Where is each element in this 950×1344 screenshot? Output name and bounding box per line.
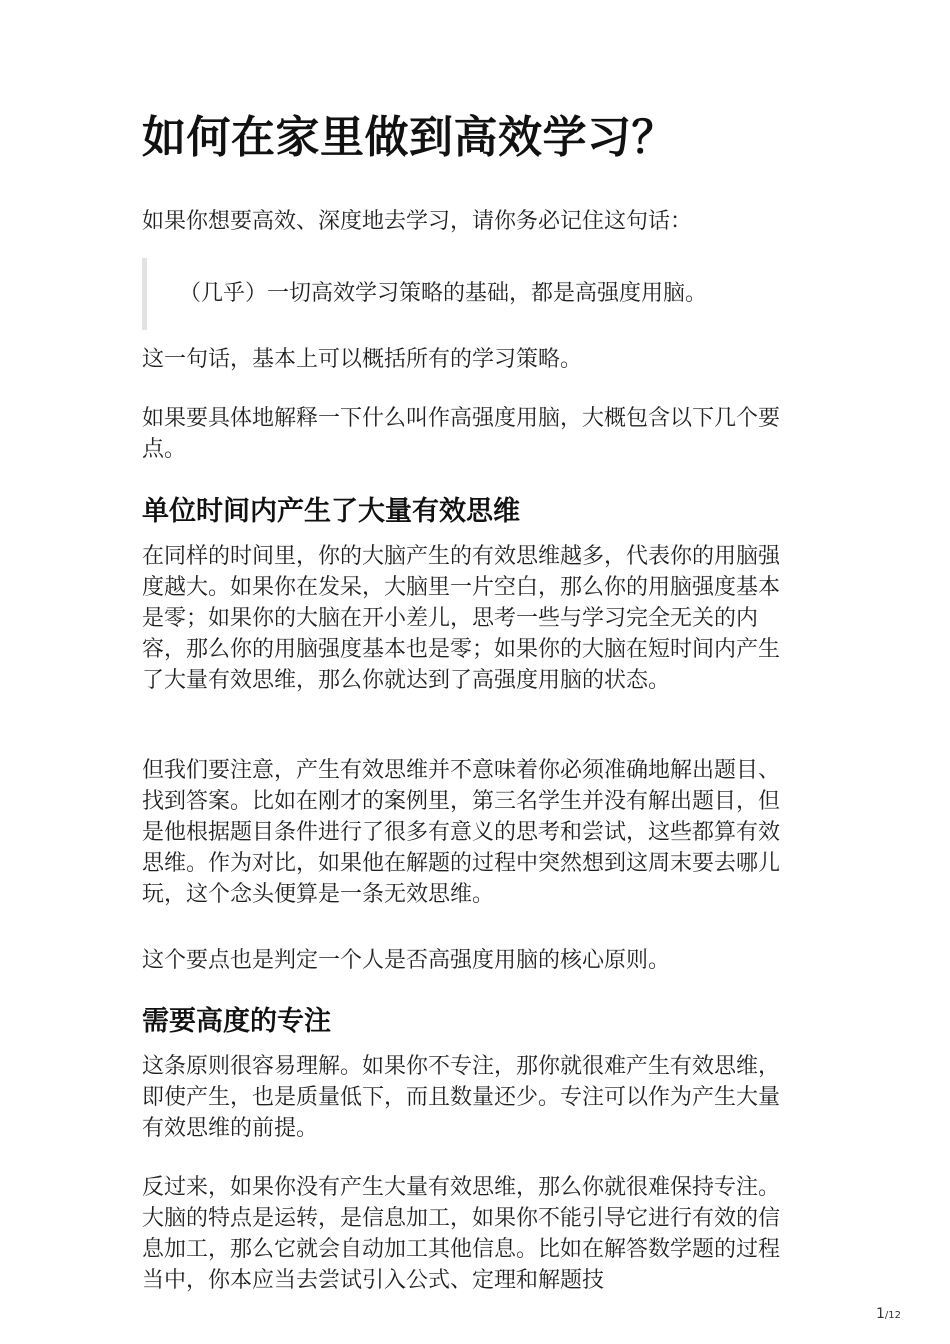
section2-heading: 需要高度的专注 xyxy=(142,1006,331,1037)
summary-paragraph: 这一句话，基本上可以概括所有的学习策略。 xyxy=(142,347,583,372)
page-number-current: 1 xyxy=(876,1306,885,1322)
section2-paragraph-1: 这条原则很容易理解。如果你不专注，那你就很难产生有效思维，即使产生，也是质量低下，而且数量还少。专注可以作为产生大量有效思维的前提。 xyxy=(142,1054,781,1141)
page-number xyxy=(876,1306,901,1322)
intro-paragraph: 如果你想要高效、深度地去学习，请你务必记住这句话： xyxy=(142,209,693,234)
points-paragraph: 如果要具体地解释一下什么叫作高强度用脑，大概包含以下几个要点。 xyxy=(142,406,781,462)
blockquote xyxy=(142,258,790,330)
page-number-total: /12 xyxy=(884,1310,902,1321)
section2-paragraph-2: 反过来，如果你没有产生大量有效思维，那么你就很难保持专注。大脑的特点是运转，是信息加工，如果你不能引导它进行有效的信息加工，那么它就会自动加工其他信息。比如在解答数学题的过程当中，你本应当去尝试引入公式、定理和解题技 xyxy=(142,1175,781,1293)
section1-paragraph-3: 这个要点也是判定一个人是否高强度用脑的核心原则。 xyxy=(142,948,671,973)
document-title: 如何在家里做到高效学习？ xyxy=(142,112,676,163)
section1-heading: 单位时间内产生了大量有效思维 xyxy=(142,496,520,527)
quote-text: （几乎）一切高效学习策略的基础，都是高强度用脑。 xyxy=(179,281,708,306)
section1-paragraph-1: 在同样的时间里，你的大脑产生的有效思维越多，代表你的用脑强度越大。如果你在发呆，大脑里一片空白，那么你的用脑强度基本是零；如果你的大脑在开小差儿，思考一些与学习完全无关的内容，那么你的用脑强度基本也是零；如果你的大脑在短时间内产生了大量有效思维，那么你就达到了高强度用脑的状态。 xyxy=(142,544,781,693)
section1-paragraph-2: 但我们要注意，产生有效思维并不意味着你必须准确地解出题目、找到答案。比如在刚才的案例里，第三名学生并没有解出题目，但是他根据题目条件进行了很多有意义的思考和尝试，这些都算有效思维。作为对比，如果他在解题的过程中突然想到这周末要去哪儿玩，这个念头便算是一条无效思维。 xyxy=(142,758,781,907)
